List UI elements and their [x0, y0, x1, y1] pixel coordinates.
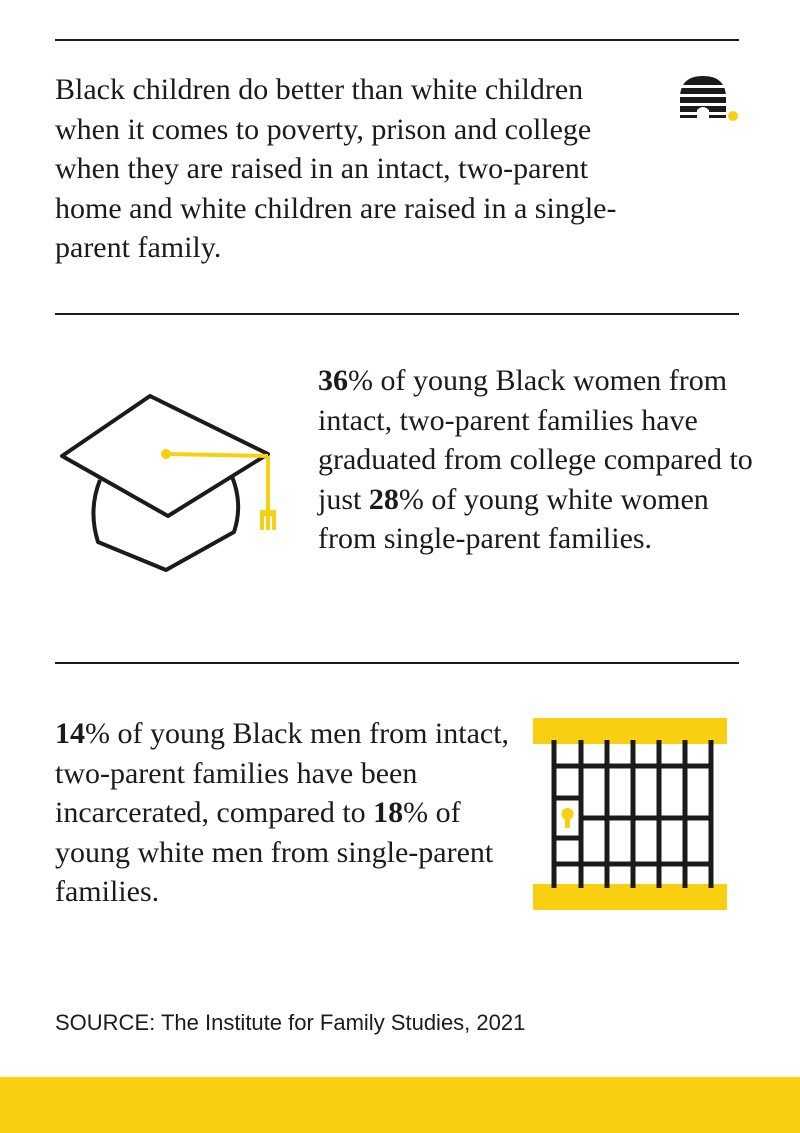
incarceration-text-part1: % of young Black men from intact, two-parent families have been incarcerated, compared to	[55, 717, 510, 829]
incarceration-statement	[55, 714, 525, 912]
graduation-text-part2: % of young white women from single-parent families.	[318, 482, 709, 555]
top-divider	[55, 39, 739, 41]
source-citation: SOURCE: The Institute for Family Studies, 2021	[55, 1010, 526, 1035]
middle-divider-1	[55, 313, 739, 315]
graduation-stat-white-women: 28	[368, 482, 399, 516]
graduation-text-part1: % of young Black women from intact, two-parent families have graduated from college compared to just	[318, 364, 753, 516]
incarceration-stat-black-men: 14	[55, 717, 85, 750]
middle-divider-2	[55, 662, 739, 664]
beehive-icon	[672, 72, 742, 122]
graduation-stat-black-women: 36	[318, 364, 348, 397]
incarceration-text-part2: % of young white men from single-parent families.	[55, 796, 494, 908]
intro-statement: Black children do better than white children when it comes to poverty, prison and college when they are raised in an intact, two-parent home and white children are raised in a single-parent family.	[55, 73, 617, 264]
footer-accent-band	[0, 1077, 800, 1133]
graduation-cap-icon	[58, 392, 288, 582]
jail-cell-icon	[533, 718, 727, 912]
graduation-statement	[318, 361, 758, 559]
incarceration-stat-white-men: 18	[373, 796, 404, 829]
